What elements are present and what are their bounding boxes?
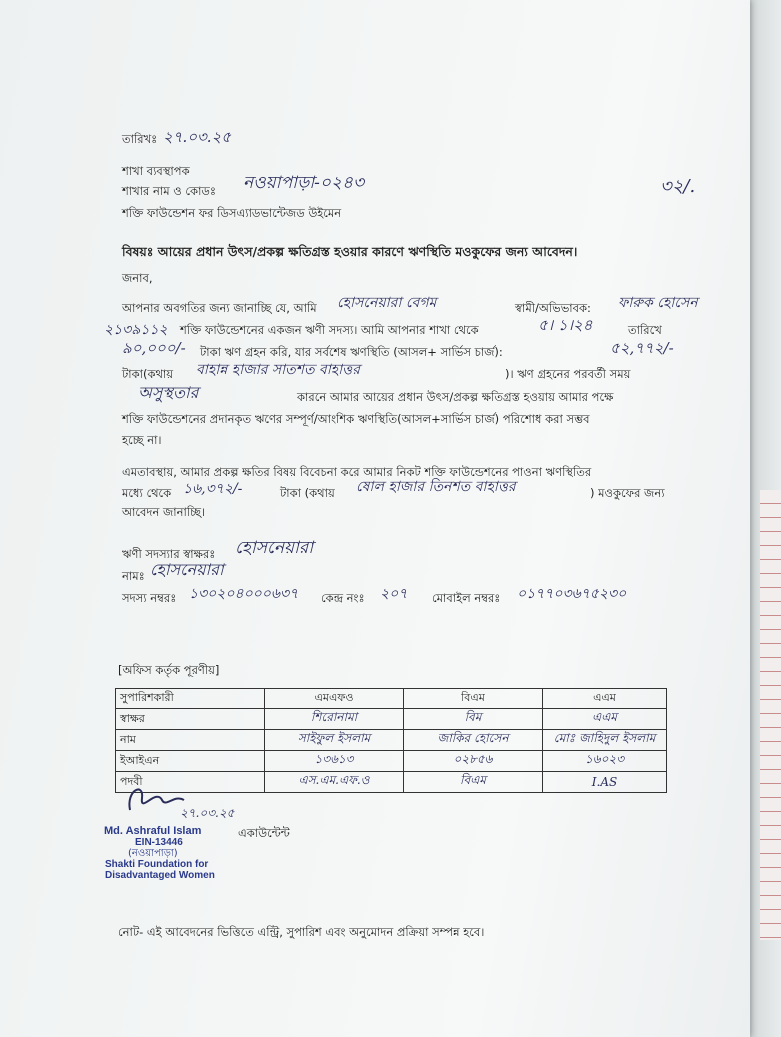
member-number-value: ১৩০২০৪০০০৬৩৭ [189,586,299,602]
stamp-org-line2: Disadvantaged Women [105,870,215,881]
para2-text-5: আবেদন জানাচ্ছি। [122,505,206,519]
mfo-name: সাইফুল ইসলাম [265,730,404,751]
member-name-value: হোসনেয়ারা [150,560,224,579]
member-signature: হোসনেয়ারা [235,538,314,558]
para1-text-1: আপনার অবগতির জন্য জানাচ্ছি যে, আমি [122,301,317,315]
mfo-designation: এস.এম.এফ.ও [265,772,404,793]
am-ein: ১৬০২৩ [543,751,667,772]
para2-text-2: মধ্যে থেকে [122,486,172,500]
para1-text-6: টাকা(কথায় [122,367,174,381]
row-label: স্বাক্ষর [116,709,265,730]
para1-text-4: তারিখে [628,323,662,337]
row-label: পদবী [116,772,265,793]
table-header: সুপারিশকারী [116,689,265,709]
salutation: জনাব, [122,271,153,285]
mobile-number-value: ০১৭৭০৩৬৭৫২৩০ [517,586,627,602]
table-header: বিএম [404,689,543,709]
waiver-words-handwritten: ষোল হাজার তিনশত বাহাত্তর [356,479,516,495]
am-name: মোঃ জাহিদুল ইসলাম [543,730,667,751]
member-name-handwritten: হোসনেয়ারা বেগম [337,295,437,311]
margin-note: ৩২/. [660,176,696,197]
para1-prefix-handwritten: ২১৩৯১১২ [104,322,168,338]
row-label: ইআইএন [116,751,265,772]
footer-note: নোট- এই আবেদনের ভিত্তিতে এন্ট্রি, সুপারিশ এবং অনুমোদন প্রক্রিয়া সম্পন্ন হবে। [118,925,485,939]
balance-words-handwritten: বাহান্ন হাজার সাতশত বাহাত্তর [196,362,360,378]
stamp-name: Md. Ashraful Islam [104,825,202,837]
para1-text-9: শক্তি ফাউন্ডেশনের প্রদানকৃত ঋণের সম্পূর্ণ/আংশিক ঋণস্থিতি(আসল+সার্ভিস চার্জ) পরিশোধ করা সম্ভব [122,412,590,426]
mobile-number-label: মোবাইল নম্বরঃ [432,591,501,605]
member-number-label: সদস্য নম্বরঃ [122,591,177,605]
para1-text-10: হচ্ছে না। [122,433,162,447]
center-number-label: কেন্দ্র নংঃ [321,591,365,605]
balance-handwritten: ৫২,৭৭২/- [610,339,674,357]
date-label: তারিখঃ [122,132,158,146]
para1-text-5: টাকা ঋণ গ্রহন করি, যার সর্বশেষ ঋণস্থিতি (আসল+ সার্ভিস চার্জ): [200,345,503,359]
para1-text-3: শক্তি ফাউন্ডেশনের একজন ঋণী সদস্য। আমি আপনার শাখা থেকে [180,323,479,337]
bm-ein: ০২৮৫৬ [404,751,543,772]
row-label: নাম [116,730,265,751]
table-header: এমএফও [265,689,404,709]
waiver-amount-handwritten: ১৬,৩৭২/- [183,481,243,497]
table-row [116,751,667,772]
bm-signature: বিম [404,709,543,730]
branch-label: শাখার নাম ও কোডঃ [122,184,217,198]
para2-text-4: ) মওকুফের জন্য [590,486,665,500]
para2-text-3: টাকা (কথায় [280,486,335,500]
para2-text-1: এমতাবস্থায়, আমার প্রকল্প ক্ষতির বিষয় বিবেচনা করে আমার নিকট শক্তি ফাউন্ডেশনের পাওনা ঋণস্থিতির [122,465,592,479]
stamp-branch: (নওয়াপাড়া) [128,848,178,859]
office-use-label: [অফিস কর্তৃক পূরণীয়] [118,663,220,677]
bm-name: জাকির হোসেন [404,730,543,751]
para1-text-8: কারনে আমার আয়ের প্রধান উৎস/প্রকল্প ক্ষতিগ্রস্ত হওয়ায় আমার পক্ষে [297,390,614,404]
member-signature-label: ঋণী সদস্যার স্বাক্ষরঃ [122,547,216,561]
loan-amount-handwritten: ৯০,০০০/- [122,339,186,357]
table-row [116,709,667,730]
mfo-signature: শিরোনামা [265,709,404,730]
am-signature: এএম [543,709,667,730]
reason-handwritten: অসুস্থতার [138,383,199,402]
am-designation: I.AS [543,772,667,793]
recommendation-table [115,688,667,793]
para1-guardian-label: স্বামী/অভিভাবক: [515,301,591,315]
stamp-ein: EIN-13446 [135,837,183,848]
date-value: ২৭.০৩.২৫ [163,128,232,146]
para1-text-7: )। ঋণ গ্রহনের পরবর্তী সময় [505,367,631,381]
addressee-org: শক্তি ফাউন্ডেশন ফর ডিসএ্যাডভান্টেজড উইমেন [122,206,342,220]
table-row [116,730,667,751]
date-row [122,131,157,150]
table-header-row [116,689,667,709]
member-name-label: নামঃ [122,569,145,583]
subject-line: বিষয়ঃ আয়ের প্রধান উৎস/প্রকল্প ক্ষতিগ্রস্ত হওয়ার কারণে ঋণস্থিতি মওকুফের জন্য আবেদন। [122,244,578,259]
table-row [116,772,667,793]
bm-designation: বিএম [404,772,543,793]
guardian-name-handwritten: ফারুক হোসেন [618,295,698,311]
center-number-value: ২০৭ [380,586,408,602]
accountant-sign-date: ২৭.০৩.২৫ [180,806,235,820]
branch-value: নওয়াপাড়া-০২৪৩ [243,173,365,193]
loan-date-handwritten: ৫। ১।২৪ [538,316,593,334]
stamp-title: একাউন্টেন্ট [238,826,290,840]
background-ledger-lines [760,490,781,940]
stamp-org-line1: Shakti Foundation for [105,859,209,870]
table-header: এএম [543,689,667,709]
mfo-ein: ১৩৬১৩ [265,751,404,772]
addressee-line: শাখা ব্যবস্থাপক [122,164,190,178]
